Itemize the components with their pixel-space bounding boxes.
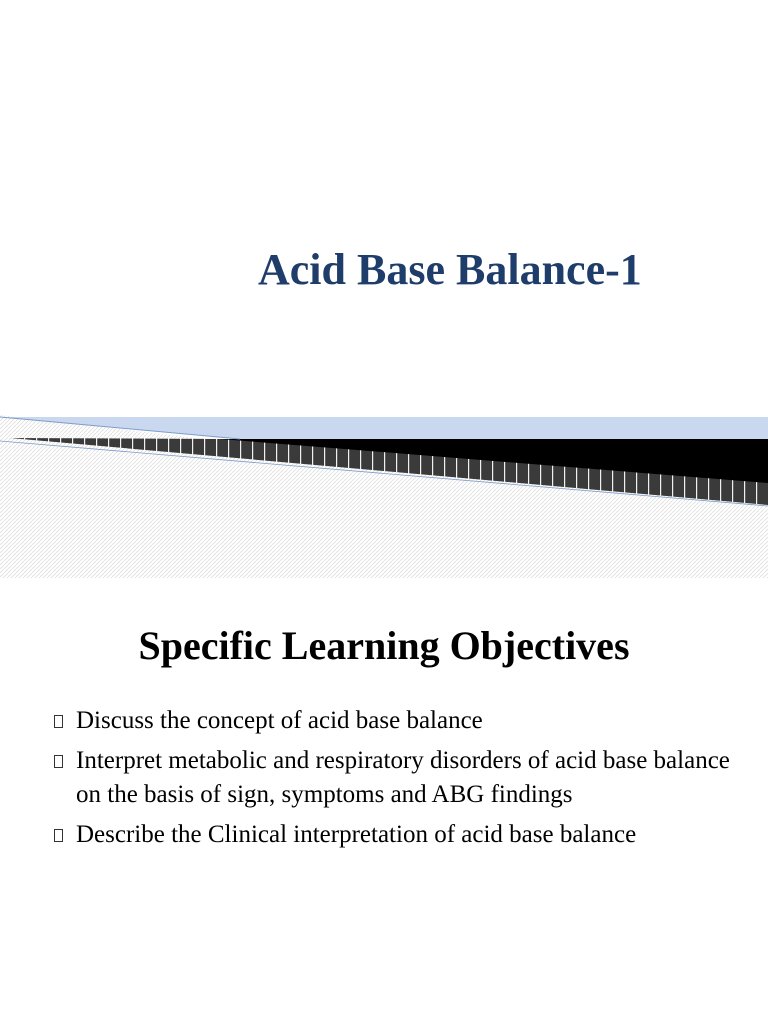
objectives-title: Specific Learning Objectives — [138, 623, 630, 668]
list-item — [52, 704, 742, 738]
square-bullet-icon — [54, 715, 63, 728]
objectives-slide — [0, 578, 768, 1024]
square-bullet-icon — [54, 755, 63, 768]
wave-decoration — [0, 405, 768, 578]
list-item — [52, 744, 742, 812]
bullet-text: Discuss the concept of acid base balance — [76, 707, 483, 734]
objectives-list — [52, 704, 742, 858]
list-item — [52, 818, 742, 852]
bullet-text: Interpret metabolic and respiratory disorders of acid base balance on the basis of sign, symptoms and ABG findings — [76, 747, 730, 808]
bullet-text: Describe the Clinical interpretation of acid base balance — [76, 821, 637, 848]
square-bullet-icon — [54, 829, 63, 842]
slide-title: Acid Base Balance-1 — [258, 245, 642, 294]
